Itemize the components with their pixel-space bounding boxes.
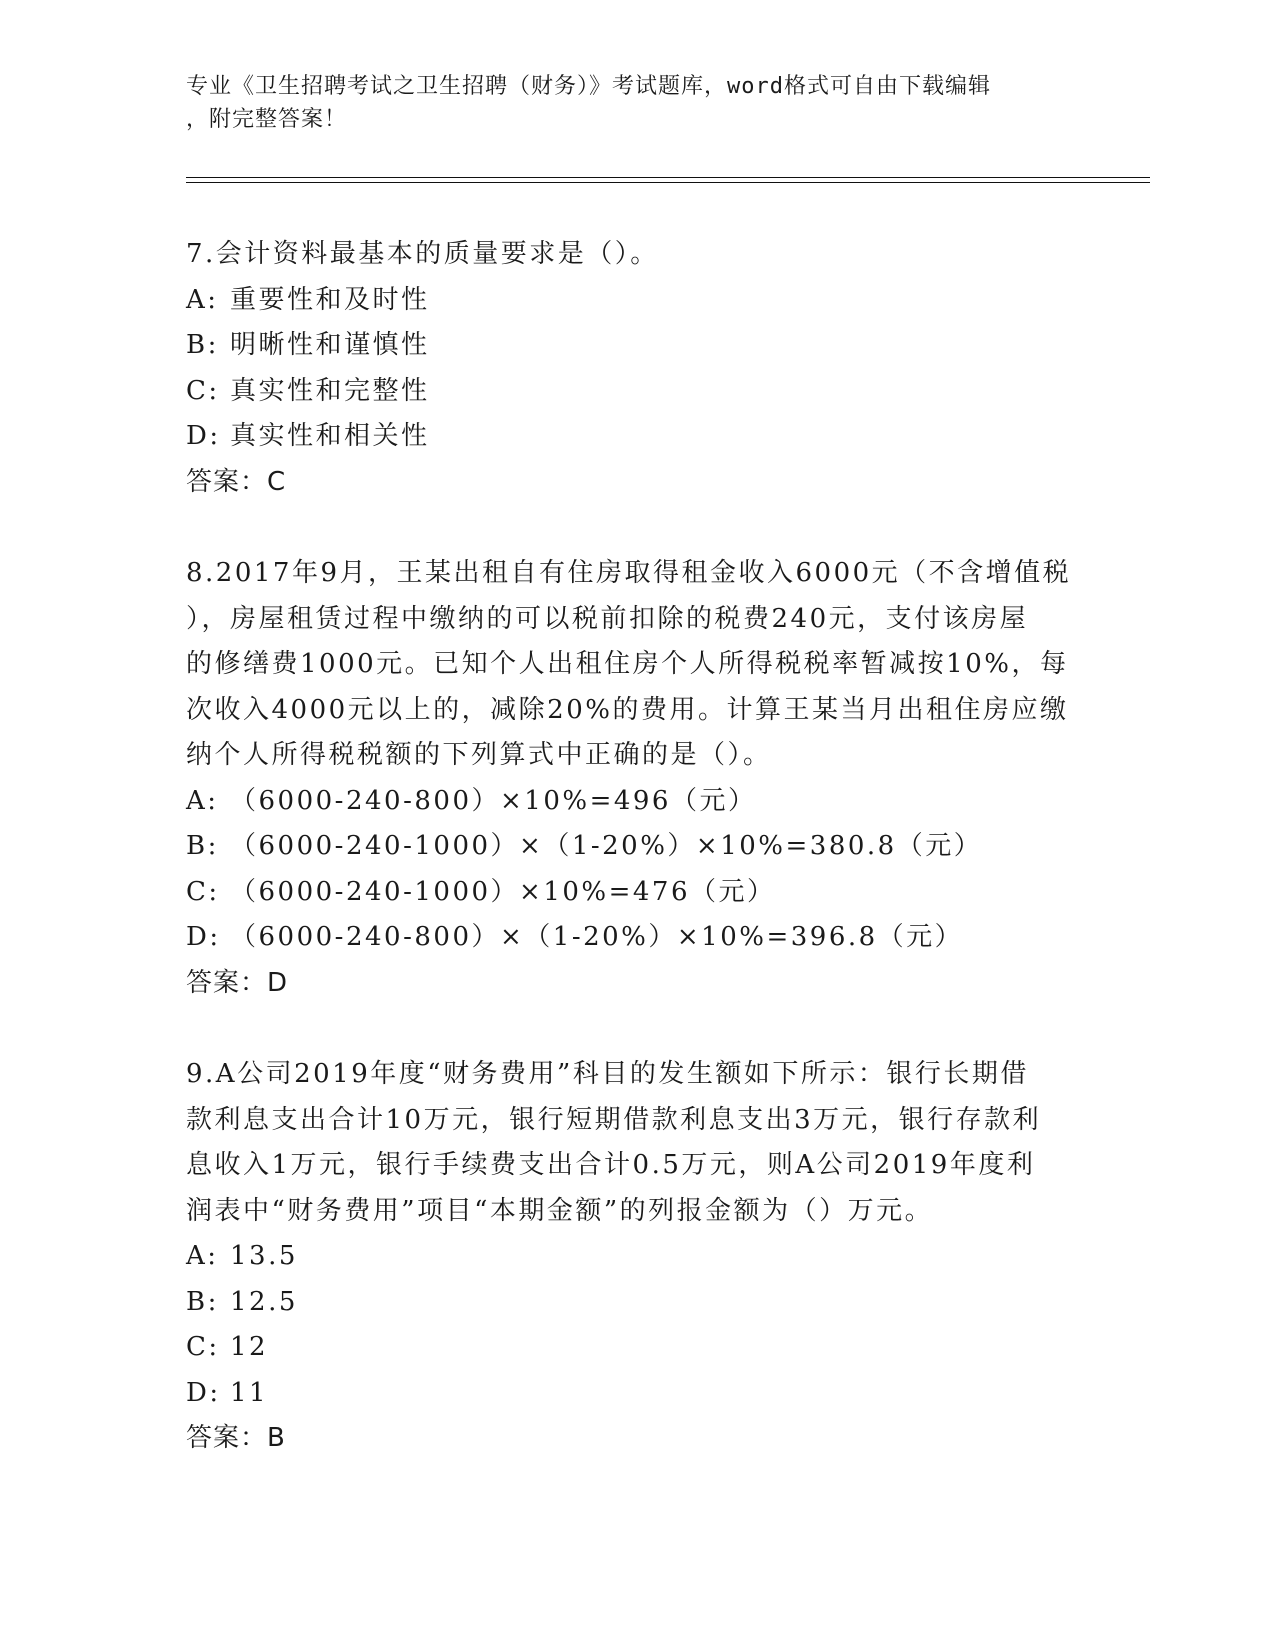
header-divider-bottom [186, 182, 1150, 183]
question-stem-line: 润表中“财务费用”项目“本期金额”的列报金额为（）万元。 [186, 1195, 934, 1226]
question-8 [186, 551, 1086, 1006]
option-label: A: [186, 785, 219, 816]
question-7 [186, 232, 1086, 505]
question-list [186, 232, 1086, 1508]
option-text: （6000-240-800）×（1-20%）×10%=396.8（元） [230, 922, 964, 952]
option-text: 12.5 [230, 1286, 298, 1317]
option-label: B: [186, 330, 219, 360]
option-label: B: [186, 1286, 219, 1317]
option-text: 重要性和及时性 [230, 284, 430, 315]
option-text: （6000-240-1000）×10%=476（元） [230, 876, 776, 907]
option-label: A: [186, 284, 219, 315]
option-label: D: [186, 1377, 221, 1408]
question-stem-line: 息收入1万元，银行手续费支出合计0.5万元，则A公司2019年度利 [186, 1150, 1036, 1180]
question-stem-line: 纳个人所得税税额的下列算式中正确的是（）。 [186, 740, 772, 770]
option-text: 真实性和相关性 [230, 421, 430, 451]
option-c [186, 1325, 1086, 1371]
option-label: A: [186, 1241, 219, 1271]
option-c [186, 369, 1086, 415]
document-header [186, 70, 1066, 136]
option-b [186, 1280, 1086, 1326]
option-text: （6000-240-800）×10%=496（元） [230, 785, 757, 816]
option-text: （6000-240-1000）×（1-20%）×10%=380.8（元） [230, 831, 983, 861]
option-a [186, 779, 1086, 825]
question-9 [186, 1052, 1086, 1462]
answer-line: 答案：B [186, 1423, 286, 1453]
answer-line: 答案：D [186, 967, 289, 998]
question-stem-line: 的修缮费1000元。已知个人出租住房个人所得税税率暂减按10%，每 [186, 649, 1069, 679]
question-stem-line: 8.2017年9月，王某出租自有住房取得租金收入6000元（不含增值税 [186, 558, 1072, 588]
option-d [186, 414, 1086, 460]
option-b [186, 824, 1086, 870]
option-label: C: [186, 876, 220, 907]
option-a [186, 1234, 1086, 1280]
option-a [186, 278, 1086, 324]
question-stem-line: 次收入4000元以上的，减除20%的费用。计算王某当月出租住房应缴 [186, 694, 1069, 725]
option-text: 13.5 [230, 1241, 298, 1271]
option-text: 真实性和完整性 [230, 375, 430, 406]
header-line-2: ，附完整答案！ [186, 107, 348, 132]
header-divider-top [186, 177, 1150, 178]
option-label: B: [186, 831, 219, 861]
option-text: 11 [230, 1377, 269, 1408]
question-stem-line: ），房屋租赁过程中缴纳的可以税前扣除的税费240元，支付该房屋 [186, 603, 1029, 634]
question-stem: 7.会计资料最基本的质量要求是（）。 [186, 239, 659, 269]
option-text: 12 [230, 1332, 269, 1362]
option-label: D: [186, 922, 221, 952]
option-label: C: [186, 1332, 220, 1362]
option-c [186, 870, 1086, 916]
header-line-1: 专业《卫生招聘考试之卫生招聘（财务）》考试题库，word格式可自由下载编辑 [186, 74, 991, 99]
option-d [186, 1371, 1086, 1417]
option-b [186, 323, 1086, 369]
question-stem-line: 9.A公司2019年度“财务费用”科目的发生额如下所示：银行长期借 [186, 1059, 1029, 1089]
option-d [186, 915, 1086, 961]
answer-line: 答案：C [186, 466, 287, 497]
option-label: D: [186, 421, 221, 451]
option-text: 明晰性和谨慎性 [230, 330, 430, 360]
question-stem-line: 款利息支出合计10万元，银行短期借款利息支出3万元，银行存款利 [186, 1104, 1042, 1135]
option-label: C: [186, 375, 220, 406]
